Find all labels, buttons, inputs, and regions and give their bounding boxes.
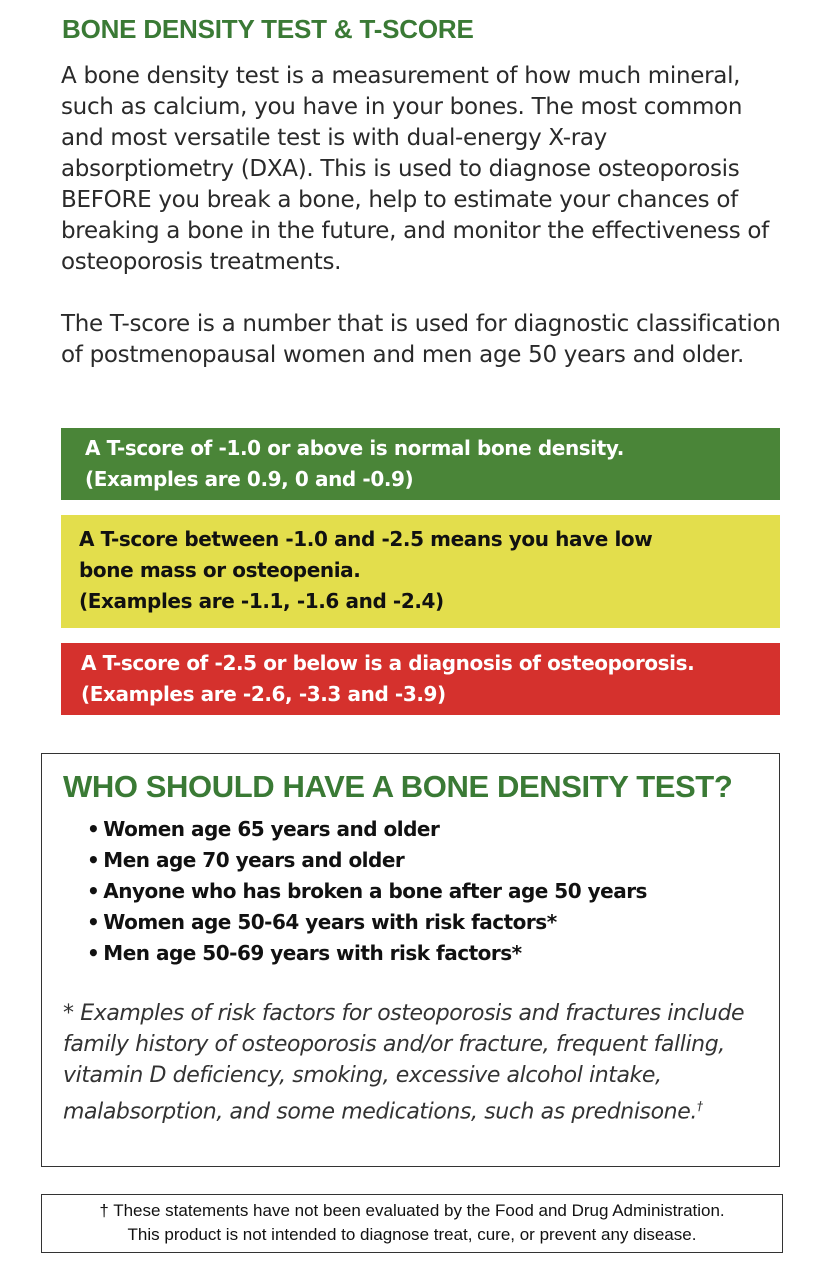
list-item: • Women age 50-64 years with risk factors* <box>87 910 557 934</box>
band-examples: (Examples are 0.9, 0 and -0.9) <box>85 467 414 491</box>
bullet-icon: • <box>87 910 100 934</box>
band-text-continued: bone mass or osteopenia. <box>79 558 361 582</box>
bullet-icon: • <box>87 941 100 965</box>
list-item: • Men age 50-69 years with risk factors* <box>87 941 522 965</box>
band-text: A T-score between -1.0 and -2.5 means you have low <box>79 527 653 551</box>
list-item: • Men age 70 years and older <box>87 848 405 872</box>
disclaimer-line: † These statements have not been evaluated by the Food and Drug Administration. <box>99 1201 725 1220</box>
band-examples: (Examples are -2.6, -3.3 and -3.9) <box>81 682 446 706</box>
page-title: BONE DENSITY TEST & T-SCORE <box>62 14 474 44</box>
osteoporosis-tscore-band <box>61 643 780 715</box>
fda-disclaimer <box>41 1194 783 1253</box>
normal-tscore-band <box>61 428 780 500</box>
who-section-title: WHO SHOULD HAVE A BONE DENSITY TEST? <box>63 769 733 804</box>
disclaimer-line: This product is not intended to diagnose treat, cure, or prevent any disease. <box>127 1225 697 1244</box>
bullet-icon: • <box>87 817 100 841</box>
osteopenia-tscore-band <box>61 515 780 628</box>
risk-factors-footnote: * Examples of risk factors for osteoporosis and fractures include family history of osteoporosis and/or fracture, frequent falling, vitamin D deficiency, smoking, excessive alcohol intake, malabsorption, and some medications, such as prednisone.† <box>63 1001 745 1125</box>
list-item: • Women age 65 years and older <box>87 817 440 841</box>
dagger-mark: † <box>696 1099 703 1113</box>
band-examples: (Examples are -1.1, -1.6 and -2.4) <box>79 589 444 613</box>
list-item: • Anyone who has broken a bone after age 50 years <box>87 879 647 903</box>
who-list <box>87 814 647 969</box>
intro-paragraph: A bone density test is a measurement of how much mineral, such as calcium, you have in your bones. The most common and most versatile test is with dual-energy X-ray absorptiometry (DXA). This is used to diagnose osteoporosis BEFORE you break a bone, help to estimate your chances of breaking a bone in the future, and monitor the effectiveness of osteoporosis treatments. <box>61 63 769 275</box>
who-should-test-box <box>41 753 780 1167</box>
tscore-definition-paragraph: The T-score is a number that is used for diagnostic classification of postmenopausal women and men age 50 years and older. <box>61 311 781 368</box>
band-text: A T-score of -1.0 or above is normal bone density. <box>85 436 624 460</box>
bullet-icon: • <box>87 848 100 872</box>
bullet-icon: • <box>87 879 100 903</box>
band-text: A T-score of -2.5 or below is a diagnosis of osteoporosis. <box>81 651 695 675</box>
